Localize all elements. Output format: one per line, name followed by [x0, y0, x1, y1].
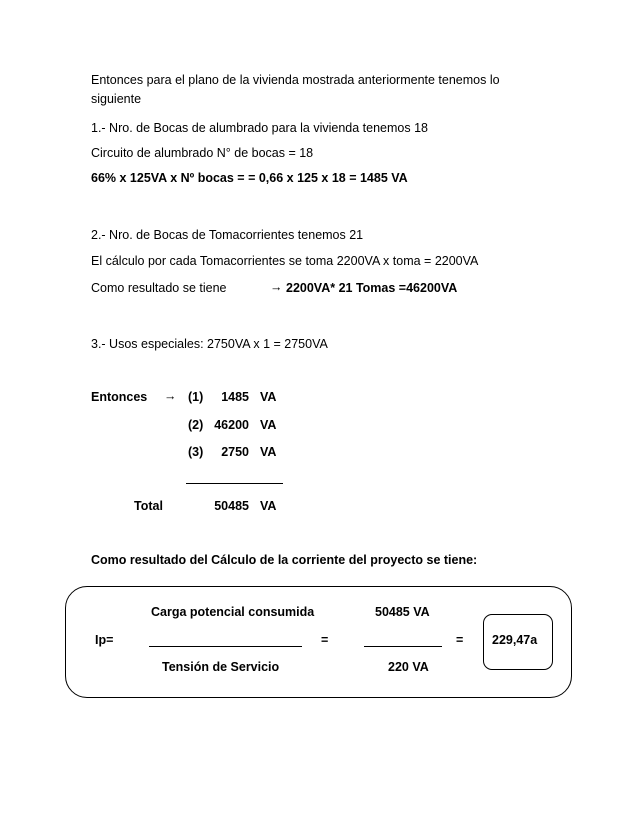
summary-unit: VA — [260, 390, 277, 404]
summary-label: Entonces — [91, 390, 148, 404]
summary-value: 2750 — [221, 445, 249, 459]
section2-result-label: Como resultado se tiene — [91, 281, 227, 295]
section2-heading: 2.- Nro. de Bocas de Tomacorrientes tenemos 21 — [91, 228, 364, 242]
section2-calc: El cálculo por cada Tomacorrientes se toma 2200VA x toma = 2200VA — [91, 254, 479, 268]
summary-value: 1485 — [221, 390, 249, 404]
equals-sign: = — [321, 633, 329, 647]
section2-result-value: 2200VA* 21 Tomas =46200VA — [286, 281, 458, 295]
summary-index: (1) — [188, 390, 204, 404]
numerator-label: Carga potencial consumida — [151, 605, 315, 619]
result-value: 229,47a — [492, 633, 538, 647]
intro-line-1: Entonces para el plano de la vivienda mostrada anteriormente tenemos lo — [91, 73, 500, 87]
formula-lhs: Ip= — [95, 633, 114, 647]
summary-value: 46200 — [214, 418, 249, 432]
intro-line-2: siguiente — [91, 92, 142, 106]
right-arrow-icon: → — [164, 389, 177, 403]
section1-formula: 66% x 125VA x Nº bocas = = 0,66 x 125 x 18 = 1485 VA — [91, 171, 408, 185]
section3-heading: 3.- Usos especiales: 2750VA x 1 = 2750VA — [91, 337, 328, 351]
right-arrow-icon: → — [270, 280, 283, 294]
denominator-label: Tensión de Servicio — [162, 660, 280, 674]
section1-circuit: Circuito de alumbrado N° de bocas = 18 — [91, 146, 314, 160]
numerator-value: 50485 VA — [375, 605, 430, 619]
equals-sign: = — [456, 633, 464, 647]
summary-divider — [186, 483, 283, 484]
summary-total-unit: VA — [260, 499, 277, 513]
summary-unit: VA — [260, 445, 277, 459]
conclusion-text: Como resultado del Cálculo de la corriente del proyecto se tiene: — [91, 553, 478, 567]
summary-index: (3) — [188, 445, 204, 459]
summary-index: (2) — [188, 418, 204, 432]
fraction-bar-values — [364, 646, 442, 647]
fraction-bar-labels — [149, 646, 302, 647]
summary-total-value: 50485 — [214, 499, 249, 513]
section1-heading: 1.- Nro. de Bocas de alumbrado para la vivienda tenemos 18 — [91, 121, 428, 135]
denominator-value: 220 VA — [388, 660, 429, 674]
summary-unit: VA — [260, 418, 277, 432]
summary-total-label: Total — [134, 499, 163, 513]
